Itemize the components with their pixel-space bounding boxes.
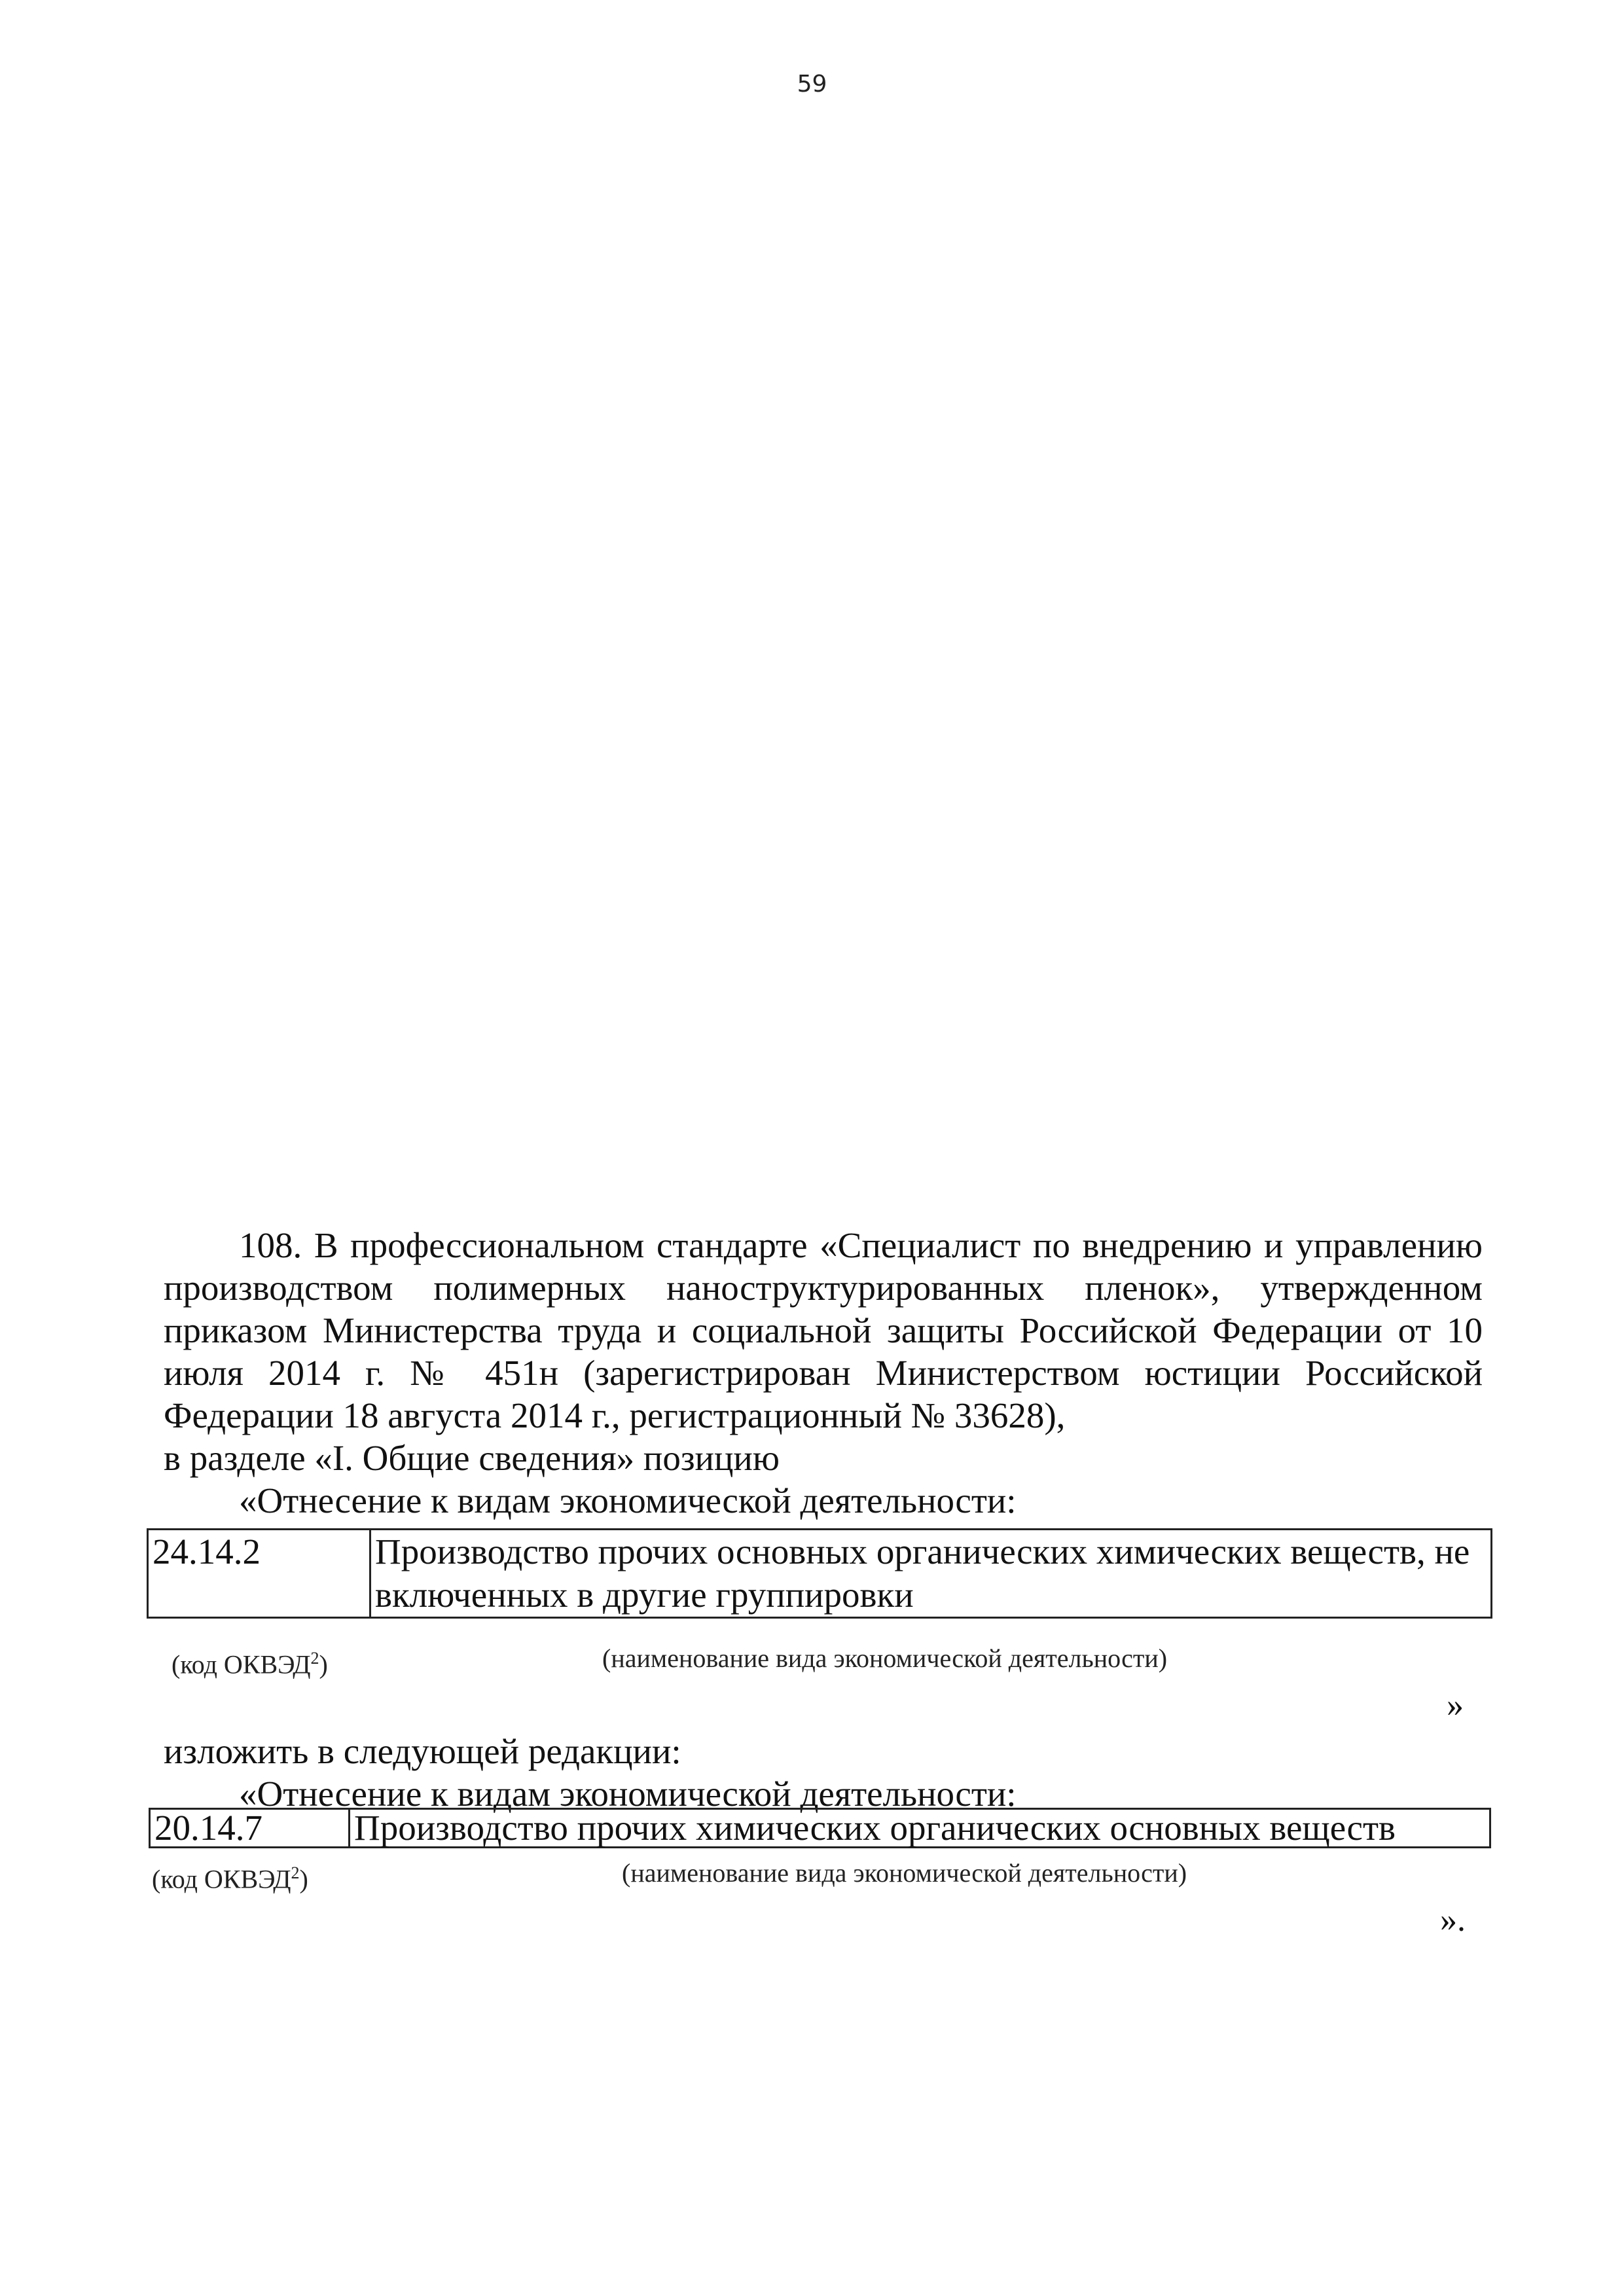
transition-line: изложить в следующей редакции:	[164, 1731, 681, 1771]
new-okved-table	[149, 1808, 1491, 1848]
amendment-paragraph: 108. В профессиональном стандарте «Специалист по внедрению и управлению производством полимерных наноструктурированных пленок», утвержденном приказом Министерства труда и социальной защиты Российской Федерации от 10 июля 2014 г. № 451н (зарегистрирован Министерством юстиции Российской Федерации 18 августа 2014 г., регистрационный № 33628),	[164, 1225, 1483, 1435]
table-row	[150, 1809, 1490, 1848]
section-reference: в разделе «I. Общие сведения» позицию	[164, 1438, 780, 1478]
table-row	[148, 1530, 1492, 1618]
activity-name-cell: Производство прочих основных органических химических веществ, не включенных в другие группировки	[370, 1530, 1492, 1618]
new-block-heading: «Отнесение к видам экономической деятельности:	[239, 1774, 1017, 1814]
code-caption: (код ОКВЭД$^2$)	[152, 1863, 308, 1894]
closing-quote: »	[1447, 1687, 1464, 1724]
name-caption: (наименование вида экономической деятельности)	[602, 1643, 1168, 1673]
closing-quote: ».	[1440, 1901, 1466, 1939]
code-caption: (код ОКВЭД$^2$)	[171, 1649, 328, 1679]
amendment-text	[164, 1224, 1483, 1522]
name-caption: (наименование вида экономической деятельности)	[622, 1858, 1187, 1888]
activity-name-cell: Производство прочих химических органических основных веществ	[350, 1809, 1490, 1848]
page-number: 59	[797, 71, 827, 98]
old-block-heading: «Отнесение к видам экономической деятельности:	[239, 1480, 1017, 1520]
old-okved-table	[147, 1528, 1492, 1619]
okved-code-cell: 20.14.7	[150, 1809, 350, 1848]
okved-code-cell: 24.14.2	[148, 1530, 370, 1618]
